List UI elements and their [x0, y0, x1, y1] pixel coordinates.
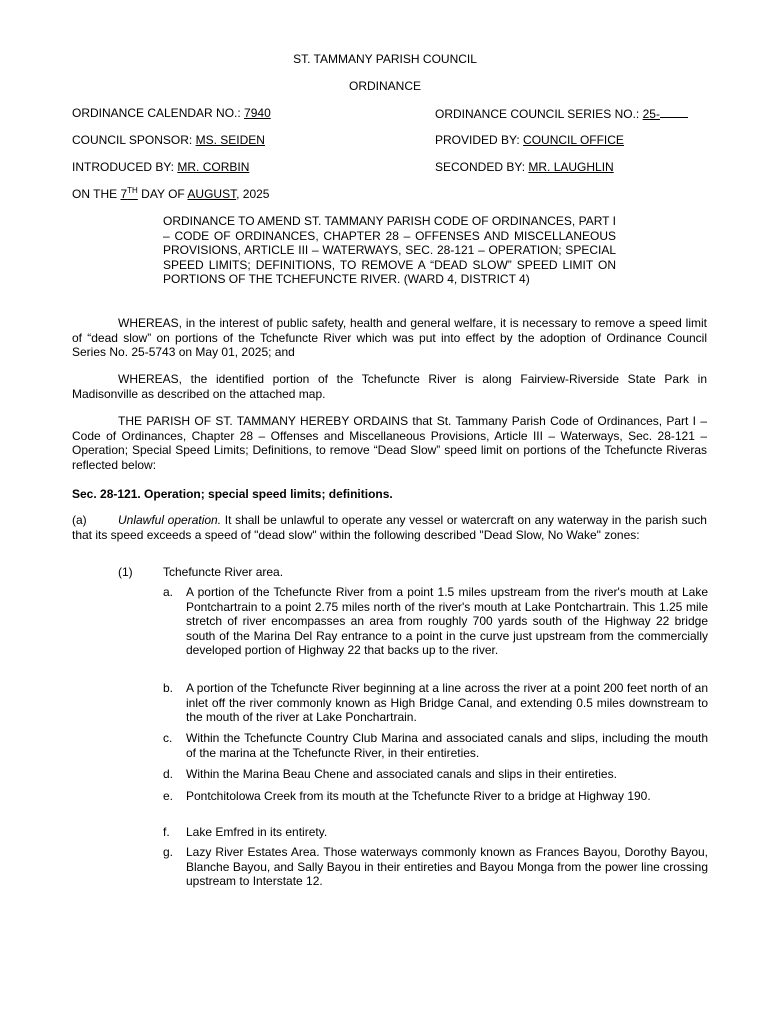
whereas-paragraph-2: WHEREAS, the identified portion of the Tchefuncte River is along Fairview-Riverside State Park in Madisonville as described on the attached map. — [72, 372, 707, 401]
date-year: , 2025 — [236, 187, 270, 201]
provided-value: COUNCIL OFFICE — [523, 133, 624, 147]
seconded-label: SECONDED BY: — [435, 160, 526, 174]
subsection-a-title: Unlawful operation. — [118, 513, 222, 527]
list-item-label: d. — [163, 767, 174, 781]
date-month: AUGUST — [187, 187, 237, 201]
seconded-by — [435, 160, 614, 174]
section-heading: Sec. 28-121. Operation; special speed limits; definitions. — [72, 487, 393, 501]
council-title: ST. TAMMANY PARISH COUNCIL — [293, 52, 477, 66]
list-item-label: e. — [163, 789, 174, 803]
document-type: ORDINANCE — [348, 79, 421, 93]
date-day: 7TH — [120, 186, 138, 201]
ordinance-caption: ORDINANCE TO AMEND ST. TAMMANY PARISH CODE OF ORDINANCES, PART I – CODE OF ORDINANCES, CHAPTER 28 – OFFENSES AND MISCELLANEOUS PROVISIONS, ARTICLE III – WATERWAYS, SEC. 28-121 – OPERATION; SPECIAL SPEED LIMITS; DEFINITIONS, TO REMOVE A “DEAD SLOW” SPEED LIMIT ON PORTIONS OF THE TCHEFUNCTE RIVER. (WARD 4, DISTRICT 4) — [163, 214, 616, 286]
ordinance-date — [72, 187, 269, 201]
provided-label: PROVIDED BY: — [435, 133, 520, 147]
introduced-value: MR. CORBIN — [177, 160, 250, 174]
subsection-a-label: (a) — [72, 513, 87, 527]
list-item-text: Within the Tchefuncte Country Club Marina and associated canals and slips, including the mouth of the marina at the Tchefuncte River, in their entireties. — [186, 731, 708, 760]
list-item-label: a. — [163, 585, 174, 599]
date-prefix: ON THE — [72, 187, 118, 201]
subsection-a-text: It shall be unlawful to operate any vessel or watercraft on any waterway in the parish such that its speed exceeds a speed of "dead slow" within the following described "Dead Slow, No Wake" zones: — [72, 513, 707, 542]
list-item-label: g. — [163, 845, 174, 859]
series-number — [435, 106, 688, 121]
series-blank — [660, 106, 688, 118]
series-label: ORDINANCE COUNCIL SERIES NO.: — [435, 107, 640, 121]
whereas-paragraph-1: WHEREAS, in the interest of public safety, health and general welfare, it is necessary to remove a speed limit of “dead slow” on portions of the Tchefuncte River which was put into effect by the adoption of Ordinance Council Series No. 25-5743 on May 01, 2025; and — [72, 316, 707, 359]
calendar-value: 7940 — [244, 106, 271, 120]
series-value: 25- — [642, 107, 660, 121]
seconded-value: MR. LAUGHLIN — [528, 160, 614, 174]
ordains-paragraph: THE PARISH OF ST. TAMMANY HEREBY ORDAINS that St. Tammany Parish Code of Ordinances, Part I – Code of Ordinances, Chapter 28 – Offenses and Miscellaneous Provisions, Article III – Waterways, Sec. 28-121 – Operation; Special Speed Limits; Definitions, to remove “Dead Slow” speed limit on portions of the Tchefuncte Riveras reflected below: — [72, 414, 707, 472]
calendar-number — [72, 106, 271, 120]
subsection-1-label: (1) — [118, 565, 133, 579]
list-item-text: Pontchitolowa Creek from its mouth at the Tchefuncte River to a bridge at Highway 190. — [186, 789, 651, 803]
introduced-by — [72, 160, 249, 174]
introduced-label: INTRODUCED BY: — [72, 160, 175, 174]
list-item-label: c. — [163, 731, 173, 745]
list-item-text: Lake Emfred in its entirety. — [186, 825, 328, 839]
sponsor-value: MS. SEIDEN — [195, 133, 265, 147]
subsection-1-title: Tchefuncte River area. — [163, 565, 284, 579]
list-item-text: Within the Marina Beau Chene and associated canals and slips in their entireties. — [186, 767, 617, 781]
list-item-text: A portion of the Tchefuncte River beginning at a line across the river at a point 200 feet north of an inlet off the river commonly known as High Bridge Canal, and extending 0.5 miles downstream to the mouth of the river at Lake Ponchartrain. — [186, 681, 708, 724]
council-sponsor — [72, 133, 265, 147]
provided-by — [435, 133, 624, 147]
list-item-text: Lazy River Estates Area. Those waterways commonly known as Frances Bayou, Dorothy Bayou, Blanche Bayou, and Sally Bayou in their entireties and Bayou Monga from the power line crossing upstream to Interstate 12. — [186, 845, 708, 888]
calendar-label: ORDINANCE CALENDAR NO.: — [72, 106, 241, 120]
list-item-label: b. — [163, 681, 174, 695]
sponsor-label: COUNCIL SPONSOR: — [72, 133, 193, 147]
date-mid: DAY OF — [141, 187, 185, 201]
subsection-a — [72, 513, 707, 542]
list-item-text: A portion of the Tchefuncte River from a point 1.5 miles upstream from the river's mouth at Lake Pontchartrain to a point 2.75 miles north of the river's mouth at Lake Pontchartrain. This 1.25 mile stretch of river encompasses an area from roughly 700 yards south of the Highway 22 bridge south of the Marina Del Ray entrance to a point in the curve just upstream from the commercially developed portion of Highway 22 that backs up to the river. — [186, 585, 708, 657]
list-item-label: f. — [163, 825, 170, 839]
